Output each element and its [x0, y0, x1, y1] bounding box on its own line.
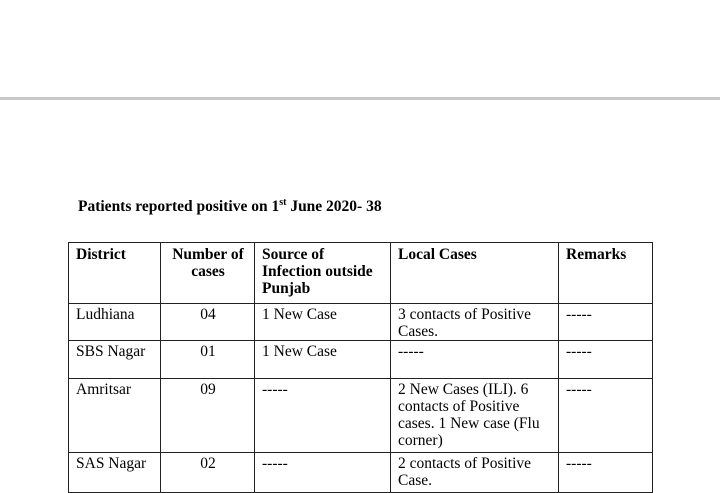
cell-source: ----- [255, 379, 391, 453]
cell-district: Amritsar [69, 379, 161, 453]
cell-local-cases: 2 New Cases (ILI). 6 contacts of Positive cases. 1 New case (Flu corner) [391, 379, 559, 453]
cell-remarks: ----- [559, 379, 653, 453]
header-remarks: Remarks [559, 243, 653, 304]
table-row [69, 379, 653, 453]
table-row [69, 341, 653, 379]
cell-district: Ludhiana [69, 304, 161, 341]
header-local-cases: Local Cases [391, 243, 559, 304]
cell-local-cases: 2 contacts of Positive Case. [391, 453, 559, 493]
cell-number-of-cases: 04 [161, 304, 255, 341]
cell-remarks: ----- [559, 341, 653, 379]
cell-remarks: ----- [559, 304, 653, 341]
header-source-of-infection: Source of Infection outside Punjab [255, 243, 391, 304]
header-number-of-cases: Number of cases [161, 243, 255, 304]
cell-source: 1 New Case [255, 341, 391, 379]
cell-local-cases: 3 contacts of Positive Cases. [391, 304, 559, 341]
cell-district: SBS Nagar [69, 341, 161, 379]
table-row [69, 304, 653, 341]
title-suffix: June 2020- 38 [286, 198, 382, 215]
cases-table [68, 242, 653, 493]
cell-number-of-cases: 02 [161, 453, 255, 493]
header-divider [0, 97, 720, 100]
cell-district: SAS Nagar [69, 453, 161, 493]
cell-remarks: ----- [559, 453, 653, 493]
page-title [78, 198, 382, 216]
header-district: District [69, 243, 161, 304]
cell-number-of-cases: 09 [161, 379, 255, 453]
title-superscript: st [279, 197, 287, 208]
cell-number-of-cases: 01 [161, 341, 255, 379]
cell-local-cases: ----- [391, 341, 559, 379]
table-header-row [69, 243, 653, 304]
cell-source: ----- [255, 453, 391, 493]
cell-source: 1 New Case [255, 304, 391, 341]
title-prefix: Patients reported positive on 1 [78, 198, 280, 215]
table-row [69, 453, 653, 493]
